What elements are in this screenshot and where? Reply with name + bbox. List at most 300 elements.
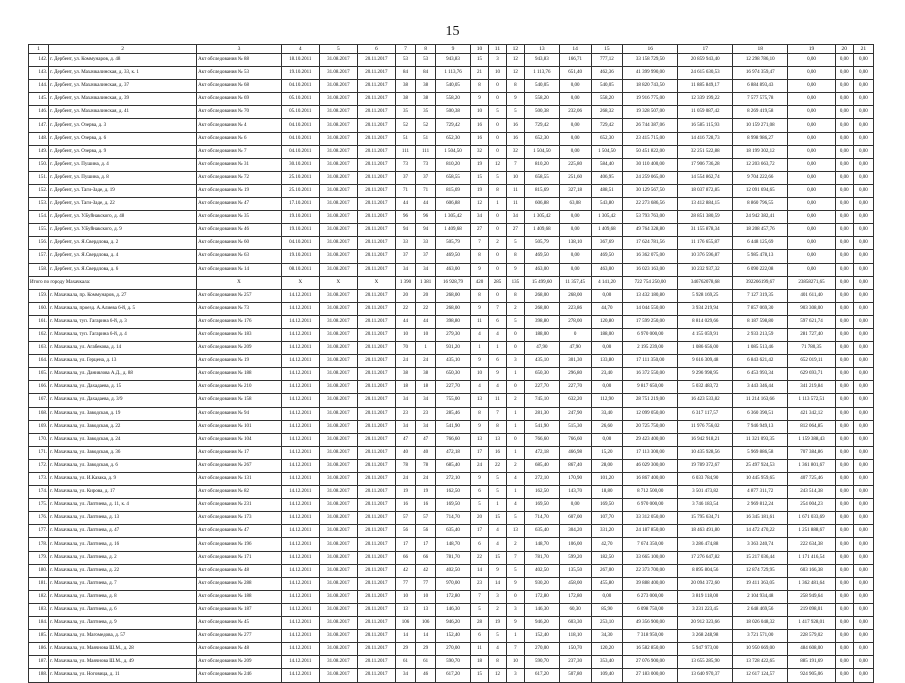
table-cell: 253,10 (591, 617, 623, 630)
table-cell: 16 928,79 (436, 276, 471, 289)
table-cell: 507,80 (559, 669, 591, 682)
table-cell: 1 305,42 (524, 211, 559, 224)
table-cell: 0,00 (835, 355, 853, 368)
table-cell: 28 751 219,00 (623, 394, 678, 407)
table-cell: 0,00 (853, 237, 873, 250)
address-cell: г. Махачкала, ул. Кирова, д. 17 (49, 486, 197, 499)
table-cell: 0,00 (788, 93, 836, 106)
table-cell: 34,30 (591, 630, 623, 643)
table-cell: 23 415 715,00 (623, 132, 678, 145)
table-cell: 18 208 457,76 (733, 224, 788, 237)
table-cell: 13 412 884,15 (678, 198, 733, 211)
table-cell: 17 906 736,28 (678, 158, 733, 171)
table-row (29, 119, 874, 132)
table-cell: 603,30 (559, 617, 591, 630)
table-cell: 13 (471, 433, 489, 446)
table-cell: 20.11.2017 (357, 459, 395, 472)
table-cell: 1 086 656,00 (678, 342, 733, 355)
table-cell: Акт обследования № 60 (197, 237, 282, 250)
table-cell: 35 (416, 106, 436, 119)
table-cell: 47,90 (559, 342, 591, 355)
table-cell: 31.08.2017 (319, 132, 357, 145)
table-cell: 66 (395, 551, 415, 564)
row-number: 147. (29, 119, 49, 132)
table-cell: 0,00 (591, 381, 623, 394)
table-cell: 11 (488, 394, 506, 407)
table-cell: 0,00 (835, 145, 853, 158)
table-cell: 4 877 311,72 (733, 486, 788, 499)
table-cell: 22 (395, 302, 415, 315)
table-cell: 8 (488, 420, 506, 433)
table-cell: 18 199 302,12 (733, 145, 788, 158)
table-cell: 1 361 801,67 (788, 459, 836, 472)
table-cell: 4 (488, 381, 506, 394)
address-cell: г. Махачкала, ул. Заводская, д. 24 (49, 433, 197, 446)
table-cell: 5 928 169,25 (678, 289, 733, 302)
table-cell: 34 (416, 394, 436, 407)
table-cell: 0,00 (788, 184, 836, 197)
table-cell: 729,42 (591, 119, 623, 132)
table-cell: 0,00 (835, 211, 853, 224)
row-number: 181. (29, 577, 49, 590)
table-cell: 707 384,86 (788, 446, 836, 459)
table-cell: 32 (471, 145, 489, 158)
table-cell: 558,20 (591, 93, 623, 106)
table-cell: 14.12.2011 (281, 669, 319, 682)
table-cell: 10 445 959,65 (733, 473, 788, 486)
table-cell: 20.11.2017 (357, 132, 395, 145)
row-number: 142. (29, 54, 49, 67)
table-cell: 279,30 (436, 328, 471, 341)
row-number: 156. (29, 237, 49, 250)
row-number: 157. (29, 250, 49, 263)
table-cell: Акт обследования № 73 (197, 302, 282, 315)
table-cell: 31.08.2017 (319, 106, 357, 119)
table-cell: 16 (488, 446, 506, 459)
table-cell: 13 (395, 603, 415, 616)
table-cell: 406,95 (591, 171, 623, 184)
table-cell: 0,00 (835, 446, 853, 459)
table-cell: 0,00 (835, 171, 853, 184)
table-cell: 148,70 (524, 538, 559, 551)
table-cell: 0,00 (853, 289, 873, 302)
table-cell: 0,00 (788, 106, 836, 119)
table-cell: 0,00 (835, 328, 853, 341)
table-cell: 0,00 (788, 198, 836, 211)
table-cell: 60,30 (559, 603, 591, 616)
address-cell: г. Махачкала, туп. Гагарина 6-й, д. 3 (49, 315, 197, 328)
table-cell: 0,00 (853, 446, 873, 459)
table-cell: 04.10.2011 (281, 237, 319, 250)
table-cell: Акт обследования № 209 (197, 656, 282, 669)
table-cell: 0,00 (853, 342, 873, 355)
table-cell: 20.11.2017 (357, 446, 395, 459)
table-cell: 24 (395, 355, 415, 368)
table-cell: Акт обследования № 173 (197, 512, 282, 525)
column-number: 21 (853, 45, 873, 54)
table-cell: 38 (395, 93, 415, 106)
table-cell: 0,00 (788, 80, 836, 93)
table-cell: 658,55 (436, 171, 471, 184)
table-cell: 781,70 (524, 551, 559, 564)
table-cell: 0,00 (559, 80, 591, 93)
table-cell: 0 (506, 433, 524, 446)
table-cell: 04.10.2011 (281, 119, 319, 132)
column-number: 10 (471, 45, 489, 54)
table-cell: 120,20 (591, 643, 623, 656)
table-cell: 1 (506, 368, 524, 381)
table-cell: 943,83 (524, 54, 559, 67)
table-cell: 15,20 (591, 446, 623, 459)
table-cell: 5 (488, 171, 506, 184)
table-cell: Акт обследования № 19 (197, 355, 282, 368)
table-cell: 19.10.2011 (281, 211, 319, 224)
address-cell: г. Махачкала, ул. Лаптиева, д. 7 (49, 577, 197, 590)
table-cell: 810,20 (524, 158, 559, 171)
table-cell: 0,00 (835, 184, 853, 197)
table-row (29, 263, 874, 276)
table-cell: 17 (471, 446, 489, 459)
table-cell: 31.08.2017 (319, 407, 357, 420)
table-cell: Акт обследования № 48 (197, 643, 282, 656)
row-number: 159. (29, 289, 49, 302)
table-cell: 0,00 (835, 119, 853, 132)
table-cell: 39 888 400,00 (623, 577, 678, 590)
table-cell: 11 176 655,87 (678, 237, 733, 250)
table-cell: 652,30 (591, 132, 623, 145)
table-cell: 505,79 (524, 237, 559, 250)
table-cell: 407 725,46 (788, 473, 836, 486)
table-row (29, 407, 874, 420)
table-cell: 0,00 (853, 525, 873, 538)
table-cell: 0,00 (835, 132, 853, 145)
table-cell: 3 501 473,82 (678, 486, 733, 499)
table-cell: 0 (488, 224, 506, 237)
table-cell: 31.08.2017 (319, 184, 357, 197)
table-cell: 34 (416, 263, 436, 276)
column-number: 2 (49, 45, 197, 54)
table-cell: 133,80 (591, 355, 623, 368)
table-row (29, 499, 874, 512)
table-cell: 37 (416, 250, 436, 263)
table-cell: 38 (416, 80, 436, 93)
table-cell: 0,00 (853, 643, 873, 656)
row-number: 167. (29, 394, 49, 407)
table-cell: 85,90 (591, 603, 623, 616)
table-cell: 0,00 (835, 499, 853, 512)
table-cell: 0 (488, 93, 506, 106)
table-cell: 27 (506, 224, 524, 237)
table-row (29, 459, 874, 472)
table-cell: 650,30 (436, 368, 471, 381)
table-cell: 8 (471, 407, 489, 420)
table-cell: 19.10.2011 (281, 67, 319, 80)
table-cell: 20.11.2017 (357, 119, 395, 132)
table-cell: 20.11.2017 (357, 499, 395, 512)
row-number: 155. (29, 224, 49, 237)
table-cell: 08.10.2011 (281, 263, 319, 276)
table-cell: 20.11.2017 (357, 315, 395, 328)
table-row (29, 486, 874, 499)
table-cell: 0,00 (835, 564, 853, 577)
table-cell: 8 998 986,27 (733, 132, 788, 145)
table-cell: 14 554 862,74 (678, 171, 733, 184)
table-cell: 296,80 (559, 368, 591, 381)
address-cell: г. Махачкала, ул. Лаптиева, д. 6 (49, 603, 197, 616)
table-cell: 20.11.2017 (357, 106, 395, 119)
table-cell: 22 273 686,56 (623, 198, 678, 211)
table-cell: 8 (506, 80, 524, 93)
table-cell: Акт обследования № 101 (197, 420, 282, 433)
table-cell: 0,00 (835, 577, 853, 590)
table-row (29, 250, 874, 263)
table-cell: 0,00 (853, 630, 873, 643)
table-cell: 0,00 (853, 564, 873, 577)
table-cell: 31.08.2017 (319, 459, 357, 472)
table-row (29, 590, 874, 603)
table-cell: 78 (395, 459, 415, 472)
table-cell: 6 970 000,00 (623, 499, 678, 512)
row-number: 173. (29, 473, 49, 486)
table-cell: Акт обследования № 6 (197, 132, 282, 145)
column-number: 3 (197, 45, 282, 54)
table-cell: 0,00 (853, 512, 873, 525)
table-cell: 32 (506, 145, 524, 158)
table-cell: 14.12.2011 (281, 551, 319, 564)
column-number: 19 (788, 45, 836, 54)
table-cell: 31.08.2017 (319, 67, 357, 80)
table-cell: 14 044 550,00 (623, 302, 678, 315)
table-cell: 9 (488, 564, 506, 577)
row-number: 146. (29, 106, 49, 119)
table-cell: 1 (506, 407, 524, 420)
table-cell: 0,00 (835, 512, 853, 525)
table-cell: 20 912 323,66 (678, 617, 733, 630)
table-cell: 20.11.2017 (357, 407, 395, 420)
table-cell: 31.08.2017 (319, 198, 357, 211)
table-cell: 714,70 (436, 512, 471, 525)
table-cell: 0,00 (835, 420, 853, 433)
table-cell: 52 (395, 119, 415, 132)
table-cell: 38 (416, 368, 436, 381)
table-cell: 14.12.2011 (281, 433, 319, 446)
table-cell: 469,50 (524, 250, 559, 263)
table-cell: 20.11.2017 (357, 643, 395, 656)
table-row (29, 381, 874, 394)
table-cell: 6 (471, 486, 489, 499)
row-number: 145. (29, 93, 49, 106)
table-row (29, 67, 874, 80)
table-cell: 14.12.2011 (281, 289, 319, 302)
table-cell: 3 363 240,74 (733, 538, 788, 551)
table-row (29, 171, 874, 184)
table-cell: 20.11.2017 (357, 289, 395, 302)
table-cell: 729,42 (524, 119, 559, 132)
table-cell: 0,00 (835, 617, 853, 630)
table-cell: 0,00 (788, 211, 836, 224)
row-number: 143. (29, 67, 49, 80)
table-cell: 12 203 663,72 (733, 158, 788, 171)
table-cell: 11 885 849,17 (678, 80, 733, 93)
table-cell: 970,00 (436, 577, 471, 590)
table-cell: 5 (506, 512, 524, 525)
table-cell: 270,00 (524, 643, 559, 656)
table-cell: 73 (416, 158, 436, 171)
table-cell: 20.11.2017 (357, 630, 395, 643)
table-cell: 19 (395, 486, 415, 499)
table-cell: 33 158 729,50 (623, 54, 678, 67)
table-cell: 31 155 878,34 (678, 224, 733, 237)
table-cell: 0,00 (835, 590, 853, 603)
table-cell: 268,00 (524, 289, 559, 302)
table-cell: 12 (488, 158, 506, 171)
table-row (29, 564, 874, 577)
table-cell: 20.11.2017 (357, 564, 395, 577)
table-cell: 0 (488, 211, 506, 224)
table-cell: Акт обследования № 257 (197, 289, 282, 302)
table-cell: 16 (416, 499, 436, 512)
table-cell: 21 (471, 67, 489, 80)
table-cell: 254 004,23 (788, 499, 836, 512)
table-cell: 162,50 (524, 486, 559, 499)
table-cell: 10 232 937,32 (678, 263, 733, 276)
table-cell: 23,40 (591, 368, 623, 381)
table-cell: Акт обследования № 88 (197, 54, 282, 67)
table-cell: 17 111 350,00 (623, 355, 678, 368)
table-row (29, 302, 874, 315)
table-cell: 14.12.2011 (281, 617, 319, 630)
table-cell: 558,20 (524, 93, 559, 106)
table-cell: 10 (488, 67, 506, 80)
table-cell: 172,80 (524, 590, 559, 603)
column-number: 16 (623, 45, 678, 54)
table-cell: 1 085 513,46 (733, 342, 788, 355)
table-cell: Акт обследования № 17 (197, 446, 282, 459)
table-cell: 20.11.2017 (357, 211, 395, 224)
table-cell: 20.11.2017 (357, 577, 395, 590)
table-cell: 44 (395, 315, 415, 328)
table-cell: 268,00 (436, 302, 471, 315)
table-cell: 14.12.2011 (281, 342, 319, 355)
table-cell: 227,70 (559, 381, 591, 394)
table-row (29, 577, 874, 590)
table-cell: 31.08.2017 (319, 538, 357, 551)
row-number: 158. (29, 263, 49, 276)
table-cell: 84 (416, 67, 436, 80)
address-cell: г. Махачкала, ул. Даниялова А.Д., д. 88 (49, 368, 197, 381)
table-cell: 20.11.2017 (357, 67, 395, 80)
table-cell: 53 793 763,00 (623, 211, 678, 224)
table-cell: 0,00 (788, 132, 836, 145)
table-cell: X (319, 276, 357, 289)
table-row (29, 184, 874, 197)
table-cell: 12 099 050,00 (623, 407, 678, 420)
table-row (29, 80, 874, 93)
address-cell: г. Дербент, ул. Озерва, д. 6 (49, 132, 197, 145)
table-cell: Акт обследования № 45 (197, 617, 282, 630)
table-cell: 16 (506, 132, 524, 145)
table-cell: 31.08.2017 (319, 394, 357, 407)
table-cell: 606,88 (524, 198, 559, 211)
table-row (29, 368, 874, 381)
table-cell: 0,00 (835, 407, 853, 420)
table-cell: 6 453 993,34 (733, 368, 788, 381)
table-cell: 0,00 (559, 263, 591, 276)
table-cell: 40 (416, 446, 436, 459)
table-cell: 9 (471, 302, 489, 315)
table-row (29, 158, 874, 171)
table-cell: 7 127 319,35 (733, 289, 788, 302)
row-number: 183. (29, 603, 49, 616)
table-cell: 37 (395, 250, 415, 263)
table-cell: 19.10.2011 (281, 250, 319, 263)
table-cell: 10 (395, 590, 415, 603)
table-cell: 607,00 (559, 512, 591, 525)
table-cell: 14.12.2011 (281, 656, 319, 669)
table-cell: 0,00 (853, 224, 873, 237)
table-cell: 4 (471, 381, 489, 394)
table-cell: 20.11.2017 (357, 224, 395, 237)
table-cell: 31.08.2017 (319, 486, 357, 499)
table-cell: 5 032 483,72 (678, 381, 733, 394)
table-cell: 14.12.2011 (281, 564, 319, 577)
table-cell: 815,69 (436, 184, 471, 197)
table-cell: 398,80 (436, 315, 471, 328)
table-cell: 166,71 (559, 54, 591, 67)
table-row (29, 446, 874, 459)
table-cell: Акт обследования № 196 (197, 538, 282, 551)
table-cell: 455,80 (591, 577, 623, 590)
table-cell: 3 (506, 669, 524, 682)
table-cell: 38 (416, 93, 436, 106)
table-cell: 31.08.2017 (319, 158, 357, 171)
table-row (29, 54, 874, 67)
table-cell: 15 (471, 669, 489, 682)
row-number: 166. (29, 381, 49, 394)
table-cell: 8 (471, 289, 489, 302)
table-cell: 16 372 550,00 (623, 368, 678, 381)
table-cell: 17 599 250,00 (623, 315, 678, 328)
table-row (29, 355, 874, 368)
table-cell: 421 342,12 (788, 407, 836, 420)
table-cell: 903 308,00 (788, 302, 836, 315)
table-cell: 22 373 700,00 (623, 564, 678, 577)
table-cell: 20.11.2017 (357, 538, 395, 551)
table-cell: 14.12.2011 (281, 603, 319, 616)
table-row (29, 315, 874, 328)
table-cell: 19 (471, 158, 489, 171)
table-cell: 12 091 694,65 (733, 184, 788, 197)
table-cell: 469,50 (436, 250, 471, 263)
table-cell: 7 (488, 302, 506, 315)
table-cell: 1 (488, 499, 506, 512)
table-cell: 13 (488, 433, 506, 446)
table-cell: X (281, 276, 319, 289)
table-cell: 24 259 065,00 (623, 171, 678, 184)
table-cell: 0,00 (788, 263, 836, 276)
table-cell: 31.08.2017 (319, 211, 357, 224)
table-cell: Акт обследования № 4 (197, 119, 282, 132)
table-cell: 31.08.2017 (319, 512, 357, 525)
table-cell: 46 (416, 669, 436, 682)
row-number: 162. (29, 328, 49, 341)
table-cell: 4 (471, 328, 489, 341)
table-cell: 20 (416, 289, 436, 302)
table-cell: 5 (506, 315, 524, 328)
row-number: 182. (29, 590, 49, 603)
table-cell: 0 (488, 119, 506, 132)
table-cell: 0,00 (853, 211, 873, 224)
